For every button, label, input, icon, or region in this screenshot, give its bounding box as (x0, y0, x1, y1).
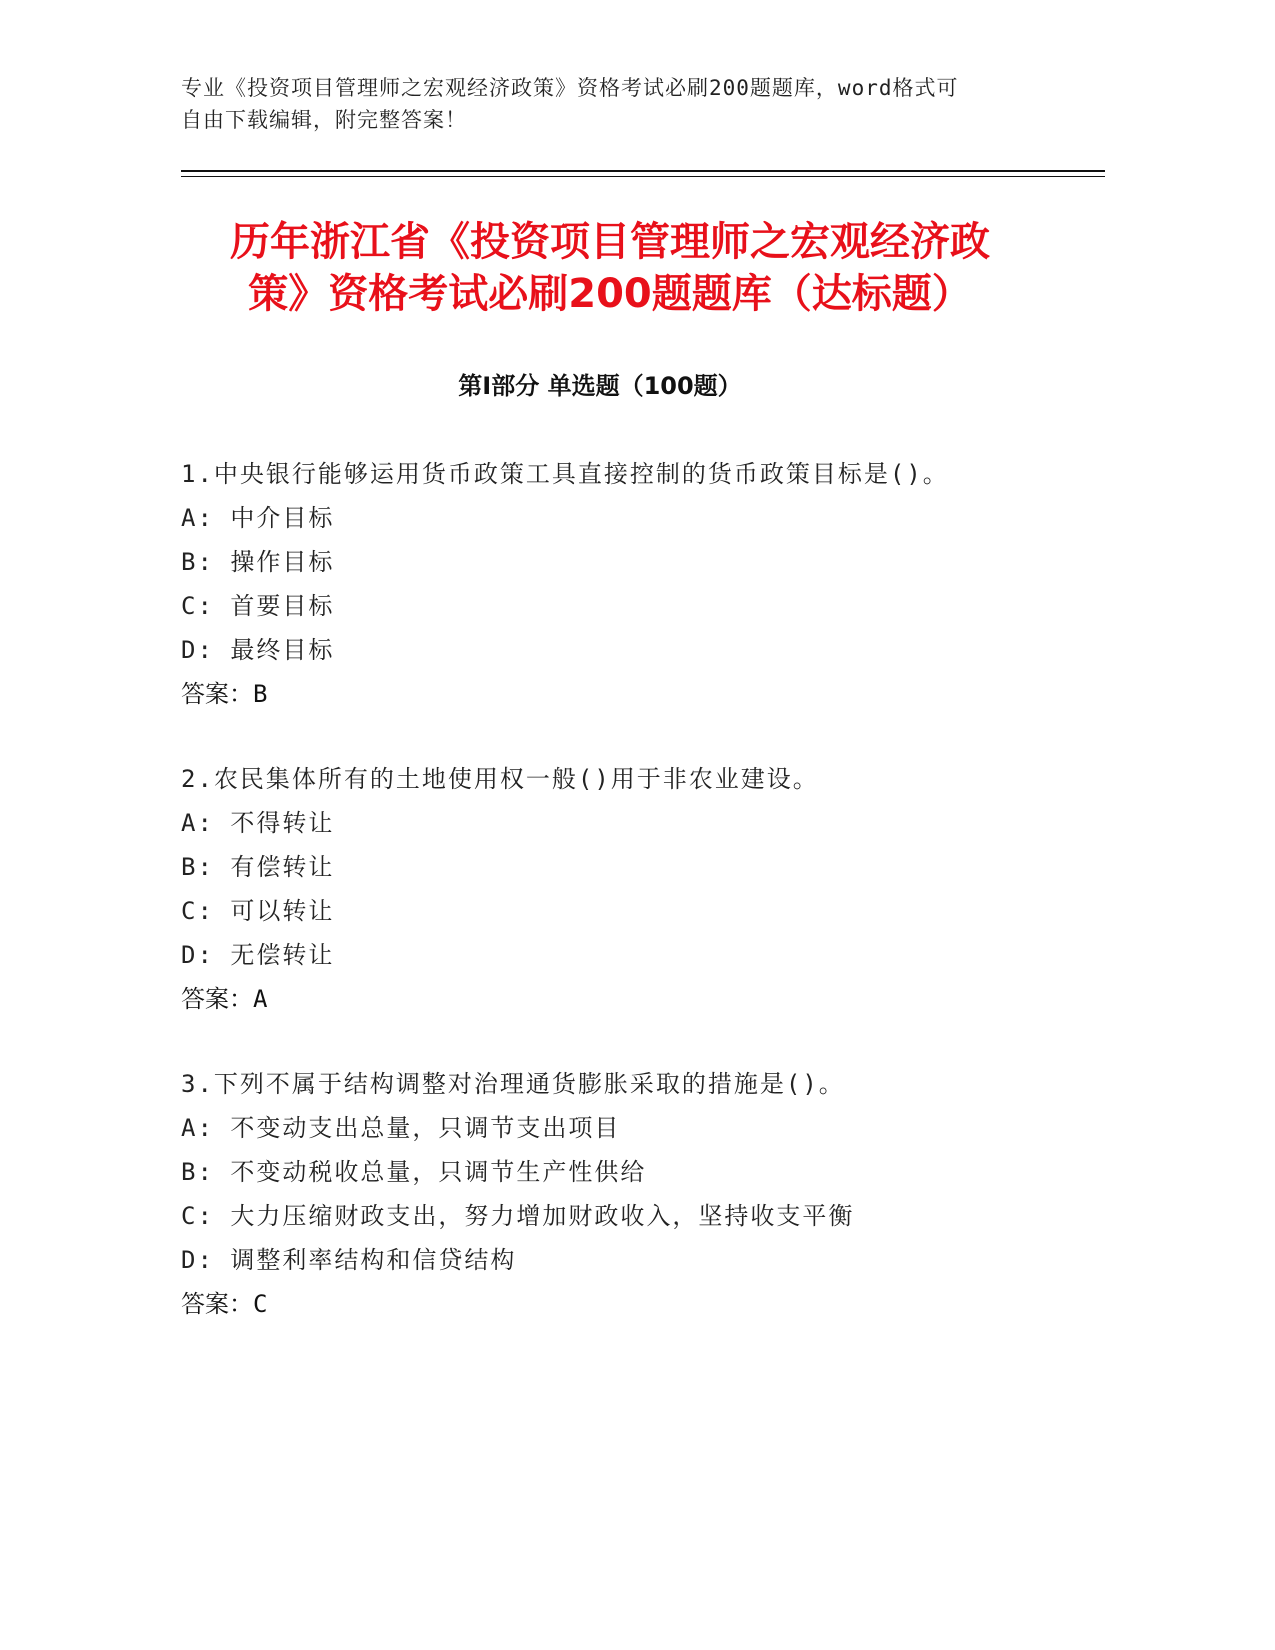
answer-line (181, 977, 1081, 1021)
document-title-line-2: 策》资格考试必刷200题题库（达标题） (248, 271, 972, 317)
answer-value: B (253, 680, 268, 708)
answer-label: 答案： (181, 985, 253, 1013)
answer-line (181, 1282, 1081, 1326)
option-b: B: 有偿转让 (181, 853, 335, 881)
question-stem: 3.下列不属于结构调整对治理通货膨胀采取的措施是()。 (181, 1070, 845, 1098)
answer-label: 答案： (181, 1290, 253, 1318)
answer-value: C (253, 1290, 268, 1318)
option-c: C: 首要目标 (181, 592, 335, 620)
option-b: B: 操作目标 (181, 548, 335, 576)
answer-label: 答案： (181, 680, 253, 708)
answer-value: A (253, 985, 268, 1013)
option-d: D: 最终目标 (181, 636, 335, 664)
question-stem: 1.中央银行能够运用货币政策工具直接控制的货币政策目标是()。 (181, 460, 949, 488)
question-block (181, 1062, 1081, 1326)
section-title: 第Ⅰ部分 单选题（100题） (458, 372, 742, 400)
option-c: C: 大力压缩财政支出，努力增加财政收入，坚持收支平衡 (181, 1202, 855, 1230)
option-a: A: 不得转让 (181, 809, 335, 837)
option-d: D: 调整利率结构和信贷结构 (181, 1246, 517, 1274)
question-block (181, 757, 1081, 1021)
header-note-line-1: 专业《投资项目管理师之宏观经济政策》资格考试必刷200题题库，word格式可 (181, 76, 959, 100)
option-a: A: 不变动支出总量，只调节支出项目 (181, 1114, 621, 1142)
document-title (150, 216, 1070, 320)
option-d: D: 无偿转让 (181, 941, 335, 969)
document-title-line-1: 历年浙江省《投资项目管理师之宏观经济政 (230, 219, 990, 265)
question-stem: 2.农民集体所有的土地使用权一般()用于非农业建设。 (181, 765, 819, 793)
header-note-line-2: 自由下载编辑，附完整答案！ (181, 108, 467, 132)
header-note (181, 72, 1051, 136)
header-divider-thick (181, 170, 1105, 172)
question-block (181, 452, 1081, 716)
header-divider-thin (181, 176, 1105, 177)
answer-line (181, 672, 1081, 716)
option-a: A: 中介目标 (181, 504, 335, 532)
option-b: B: 不变动税收总量，只调节生产性供给 (181, 1158, 647, 1186)
option-c: C: 可以转让 (181, 897, 335, 925)
